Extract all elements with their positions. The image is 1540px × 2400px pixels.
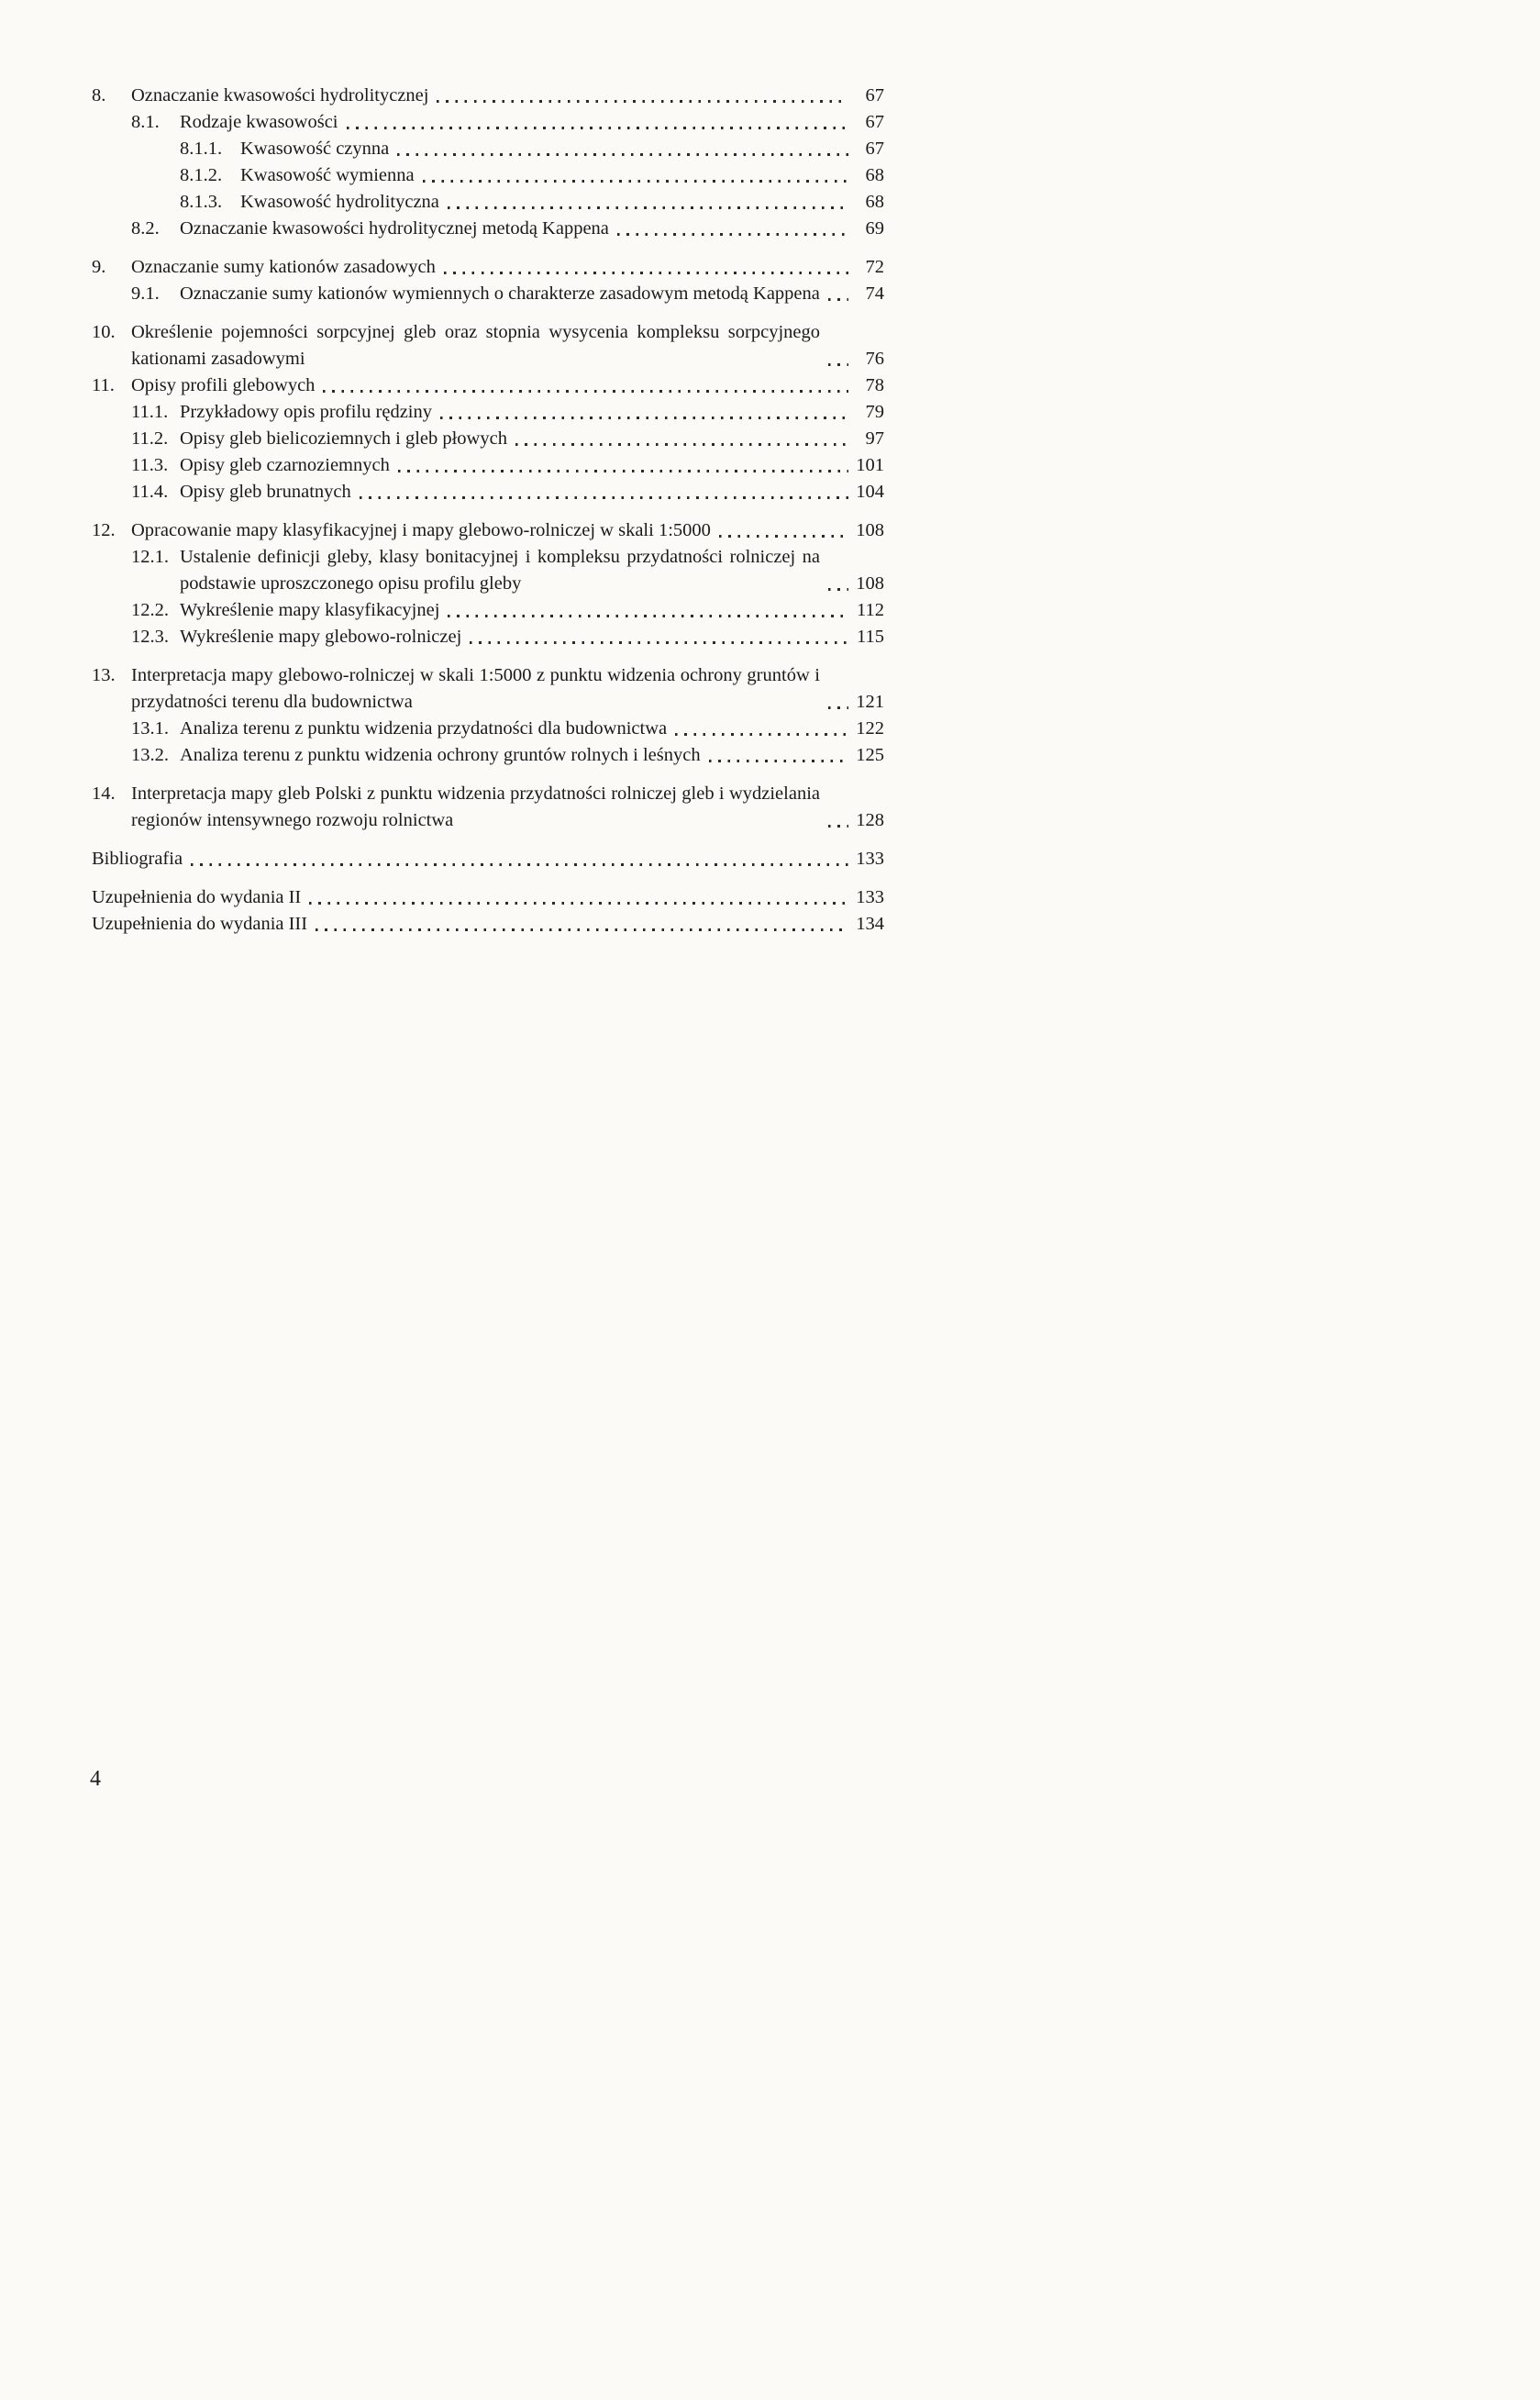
- toc-entry: [92, 742, 884, 769]
- toc-entry: [92, 189, 884, 216]
- dot-leader: [709, 760, 848, 762]
- toc-section: [92, 781, 884, 834]
- entry-number: 8.1.: [131, 112, 160, 132]
- dot-leader: [719, 535, 848, 538]
- toc-section: [92, 884, 884, 938]
- entry-title: Interpretacja mapy glebowo-rolniczej w skali 1:5000 z punktu widzenia ochrony gruntów i przydatności terenu dla budownictwa: [131, 665, 820, 712]
- entry-title: Opisy gleb brunatnych: [180, 482, 351, 502]
- entry-number: 12.1.: [131, 547, 169, 567]
- toc-entry: [92, 372, 884, 399]
- toc-entry: [92, 399, 884, 426]
- entry-number: 8.1.1.: [180, 139, 223, 159]
- toc-entry: [92, 624, 884, 650]
- entry-page: 74: [865, 283, 884, 304]
- entry-number: 10.: [92, 322, 116, 342]
- entry-page: 101: [856, 455, 884, 475]
- toc-entry: [92, 662, 884, 716]
- toc-entry: [92, 911, 884, 938]
- dot-leader: [828, 588, 848, 591]
- dot-leader: [347, 127, 849, 129]
- entry-page: 128: [856, 810, 884, 830]
- toc-entry: [92, 846, 884, 872]
- dot-leader: [515, 443, 848, 446]
- entry-page: 108: [856, 520, 884, 540]
- dot-leader: [191, 863, 848, 866]
- dot-leader: [440, 417, 848, 419]
- dot-leader: [323, 390, 848, 393]
- entry-title: Opisy gleb bielicoziemnych i gleb płowych: [180, 428, 507, 449]
- entry-number: 8.1.2.: [180, 165, 223, 185]
- dot-leader: [360, 496, 848, 499]
- entry-title: Oznaczanie kwasowości hydrolitycznej: [131, 85, 429, 106]
- entry-number: 14.: [92, 783, 116, 804]
- entry-number: 12.2.: [131, 600, 169, 620]
- entry-title: Opisy profili glebowych: [131, 375, 316, 395]
- entry-title: Oznaczanie kwasowości hydrolitycznej metodą Kappena: [180, 218, 609, 239]
- dot-leader: [316, 928, 848, 931]
- entry-page: 76: [865, 349, 884, 369]
- toc-entry: [92, 254, 884, 281]
- entry-page: 112: [857, 600, 884, 620]
- entry-number: 13.2.: [131, 745, 169, 765]
- entry-number: 9.: [92, 257, 106, 277]
- entry-title: Opisy gleb czarnoziemnych: [180, 455, 390, 475]
- dot-leader: [309, 902, 848, 905]
- dot-leader: [448, 615, 848, 617]
- entry-title: Wykreślenie mapy klasyfikacyjnej: [180, 600, 440, 620]
- entry-title: Analiza terenu z punktu widzenia ochrony gruntów rolnych i leśnych: [180, 745, 701, 765]
- entry-page: 68: [865, 165, 884, 185]
- dot-leader: [470, 641, 848, 644]
- entry-number: 12.: [92, 520, 116, 540]
- toc-section: [92, 517, 884, 650]
- dot-leader: [828, 825, 848, 828]
- entry-page: 78: [865, 375, 884, 395]
- entry-title: Opracowanie mapy klasyfikacyjnej i mapy glebowo-rolniczej w skali 1:5000: [131, 520, 711, 540]
- entry-title: Oznaczanie sumy kationów wymiennych o charakterze zasadowym metodą Kappena: [180, 283, 820, 304]
- entry-page: 67: [865, 112, 884, 132]
- dot-leader: [423, 180, 848, 183]
- entry-page: 97: [865, 428, 884, 449]
- dot-leader: [397, 153, 848, 156]
- entry-title: Ustalenie definicji gleby, klasy bonitacyjnej i kompleksu przydatności rolniczej na podstawie uproszczonego opisu profilu gleby: [180, 547, 820, 594]
- entry-number: 11.3.: [131, 455, 169, 475]
- entry-number: 9.1.: [131, 283, 160, 304]
- entry-title: Bibliografia: [92, 849, 183, 869]
- entry-page: 121: [856, 692, 884, 712]
- entry-number: 8.1.3.: [180, 192, 223, 212]
- toc-entry: [92, 544, 884, 597]
- dot-leader: [444, 272, 848, 274]
- toc-entry: [92, 162, 884, 189]
- toc-entry: [92, 281, 884, 307]
- dot-leader: [828, 298, 848, 301]
- table-of-contents: [92, 83, 884, 950]
- entry-title: Analiza terenu z punktu widzenia przydatności dla budownictwa: [180, 718, 668, 739]
- entry-page: 115: [857, 627, 884, 647]
- toc-entry: [92, 716, 884, 742]
- entry-number: 13.: [92, 665, 116, 685]
- entry-page: 133: [856, 887, 884, 907]
- entry-page: 72: [865, 257, 884, 277]
- entry-number: 11.2.: [131, 428, 169, 449]
- entry-title: Wykreślenie mapy glebowo-rolniczej: [180, 627, 462, 647]
- entry-page: 104: [856, 482, 884, 502]
- toc-entry: [92, 109, 884, 136]
- toc-section: [92, 662, 884, 769]
- entry-number: 11.4.: [131, 482, 169, 502]
- dot-leader: [448, 206, 848, 209]
- toc-entry: [92, 319, 884, 372]
- entry-title: Określenie pojemności sorpcyjnej gleb oraz stopnia wysycenia kompleksu sorpcyjnego kationami zasadowymi: [131, 322, 820, 369]
- page-number: 4: [90, 1767, 101, 1791]
- entry-page: 67: [865, 85, 884, 106]
- entry-title: Interpretacja mapy gleb Polski z punktu widzenia przydatności rolniczej gleb i wydzielania regionów intensywnego rozwoju rolnictwa: [131, 783, 820, 830]
- dot-leader: [617, 233, 848, 236]
- entry-page: 68: [865, 192, 884, 212]
- toc-entry: [92, 83, 884, 109]
- entry-number: 11.: [92, 375, 115, 395]
- entry-page: 122: [856, 718, 884, 739]
- dot-leader: [398, 470, 848, 472]
- entry-title: Uzupełnienia do wydania III: [92, 914, 308, 934]
- entry-page: 125: [856, 745, 884, 765]
- toc-entry: [92, 136, 884, 162]
- entry-number: 8.2.: [131, 218, 160, 239]
- toc-section: [92, 319, 884, 506]
- dot-leader: [828, 363, 848, 366]
- toc-entry: [92, 781, 884, 834]
- entry-title: Kwasowość wymienna: [240, 165, 415, 185]
- entry-title: Kwasowość czynna: [240, 139, 390, 159]
- entry-number: 11.1.: [131, 402, 169, 422]
- toc-entry: [92, 479, 884, 506]
- entry-page: 79: [865, 402, 884, 422]
- dot-leader: [828, 706, 848, 709]
- entry-title: Rodzaje kwasowości: [180, 112, 338, 132]
- dot-leader: [437, 100, 848, 103]
- toc-section: [92, 254, 884, 307]
- toc-entry: [92, 216, 884, 242]
- entry-number: 8.: [92, 85, 106, 106]
- entry-title: Oznaczanie sumy kationów zasadowych: [131, 257, 436, 277]
- toc-section: [92, 846, 884, 872]
- entry-page: 134: [856, 914, 884, 934]
- entry-number: 12.3.: [131, 627, 169, 647]
- entry-title: Przykładowy opis profilu rędziny: [180, 402, 432, 422]
- toc-entry: [92, 884, 884, 911]
- entry-page: 69: [865, 218, 884, 239]
- toc-entry: [92, 452, 884, 479]
- toc-section: [92, 83, 884, 242]
- entry-title: Kwasowość hydrolityczna: [240, 192, 439, 212]
- entry-number: 13.1.: [131, 718, 169, 739]
- entry-page: 67: [865, 139, 884, 159]
- dot-leader: [675, 733, 848, 736]
- toc-entry: [92, 597, 884, 624]
- entry-page: 108: [856, 573, 884, 594]
- entry-title: Uzupełnienia do wydania II: [92, 887, 302, 907]
- entry-page: 133: [856, 849, 884, 869]
- toc-entry: [92, 517, 884, 544]
- toc-entry: [92, 426, 884, 452]
